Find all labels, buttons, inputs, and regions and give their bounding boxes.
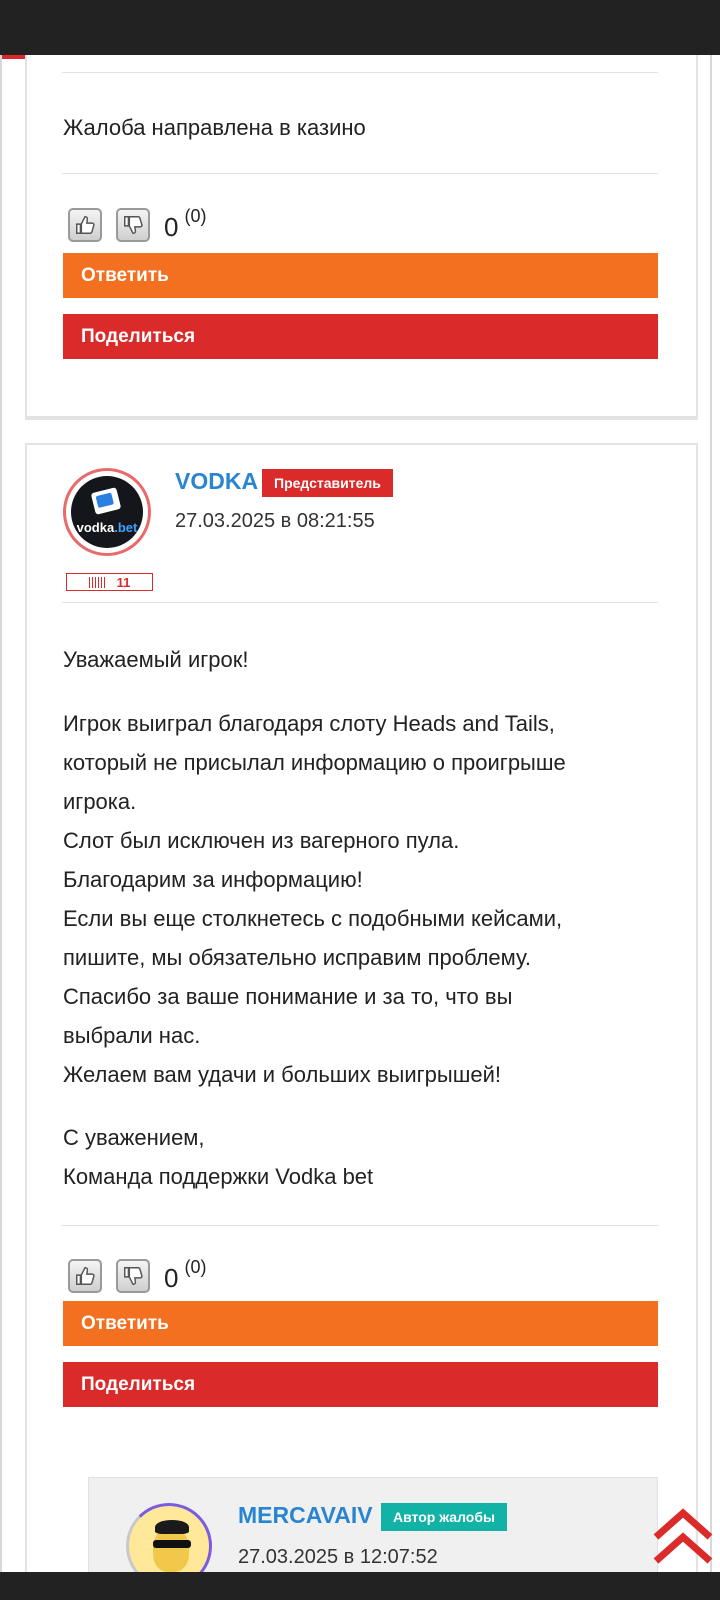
vodka-bet-logo [71,476,143,548]
message-line: который не присылал информацию о проигрыше [63,750,566,775]
thumbs-up-button[interactable] [68,208,102,242]
role-badge: Представитель [262,469,393,497]
message-line: игрока. [63,789,137,814]
bottom-bar [0,1572,720,1600]
message-line: Игрок выиграл благодаря слоту Heads and Tails, [63,711,555,736]
message-line: пишите, мы обязательно исправим проблему. [63,945,531,970]
vote-total: (0) [184,206,207,226]
vote-score: 0 [164,212,179,242]
logo-text: vodka.bet [76,520,138,535]
message-line: Желаем вам удачи и больших выигрышей! [63,1062,501,1087]
message-line: Слот был исключен из вагерного пула. [63,828,460,853]
share-button[interactable]: Поделиться [63,314,658,359]
divider [62,602,658,603]
thumbs-up-icon [74,214,96,236]
rank-badge: 11 [66,573,153,591]
message-line: Если вы еще столкнетесь с подобными кейсами, [63,906,563,931]
page-frame-right [710,55,712,1572]
avatar[interactable] [63,468,151,556]
sunglasses-icon [153,1540,191,1548]
signature-line: С уважением, [63,1125,205,1150]
thumbs-up-button[interactable] [68,1259,102,1293]
rank-bars-icon [89,577,105,588]
message-line: Спасибо за ваше понимание и за то, что вы [63,984,513,1009]
username[interactable]: VODKA [175,468,259,494]
message-line: выбрали нас. [63,1023,201,1048]
message-line: Благодарим за информацию! [63,867,363,892]
vote-total: (0) [184,1257,207,1277]
reply-button[interactable]: Ответить [63,1301,658,1346]
thumbs-up-icon [74,1265,96,1287]
divider [62,72,658,73]
signature-line: Команда поддержки Vodka bet [63,1164,374,1189]
card-logo-icon [91,487,122,515]
post-date: 27.03.2025 в 12:07:52 [238,1546,438,1568]
divider [62,173,658,174]
comment-text: Жалоба направлена в казино [63,115,366,140]
divider [62,1225,658,1226]
vote-score: 0 [164,1263,179,1293]
share-button[interactable]: Поделиться [63,1362,658,1407]
scroll-to-top-button[interactable] [650,1503,716,1569]
page-frame-left [0,55,2,1572]
role-badge: Автор жалобы [381,1503,507,1531]
post-date: 27.03.2025 в 08:21:55 [175,510,375,532]
top-bar [0,0,720,55]
vote-bar [68,208,206,244]
thumbs-down-button[interactable] [116,1259,150,1293]
avatar-hair [155,1520,189,1534]
avatar-face [153,1528,189,1572]
greeting: Уважаемый игрок! [63,647,249,672]
thumbs-down-button[interactable] [116,208,150,242]
username[interactable]: MERCAVAIV [238,1502,373,1528]
reply-button[interactable]: Ответить [63,253,658,298]
chevron-up-icon [650,1503,716,1569]
thumbs-down-icon [122,214,144,236]
thumbs-down-icon [122,1265,144,1287]
vote-bar [68,1259,206,1295]
